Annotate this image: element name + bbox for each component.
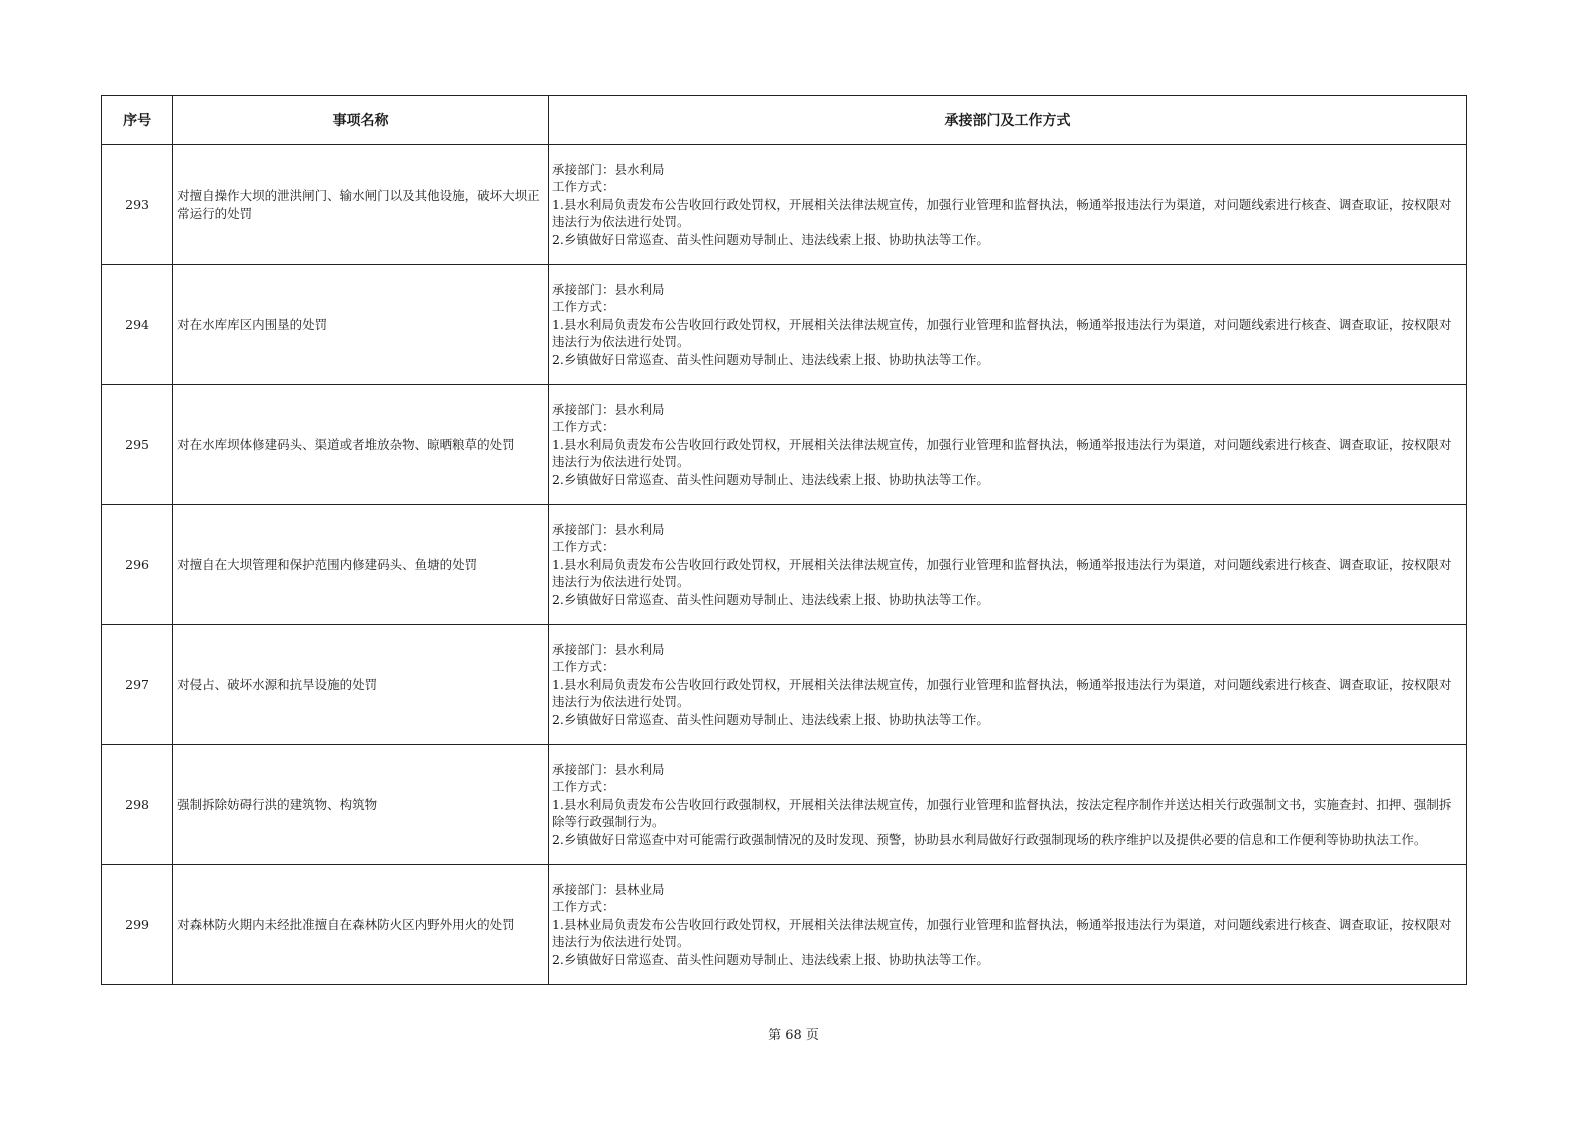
table-row (102, 145, 1467, 265)
row-item-name: 对森林防火期内未经批准擅自在森林防火区内野外用火的处罚 (173, 865, 549, 985)
row-item-name: 对擅自在大坝管理和保护范围内修建码头、鱼塘的处罚 (173, 505, 549, 625)
dept-line-department: 承接部门：县水利局 (551, 641, 665, 657)
table-row (102, 505, 1467, 625)
dept-line-method-label: 工作方式： (551, 299, 615, 315)
dept-line-step-2: 2.乡镇做好日常巡查、苗头性问题劝导制止、违法线索上报、协助执法等工作。 (551, 351, 989, 367)
dept-line-department: 承接部门：县水利局 (551, 401, 665, 417)
dept-line-department: 承接部门：县水利局 (551, 281, 665, 297)
row-department-method (548, 385, 1466, 505)
dept-line-step-2: 2.乡镇做好日常巡查中对可能需行政强制情况的及时发现、预警，协助县水利局做好行政强制现场的秩序维护以及提供必要的信息和工作便利等协助执法工作。 (551, 831, 1427, 847)
items-table (101, 95, 1467, 985)
dept-line-method-label: 工作方式： (551, 179, 615, 195)
dept-line-step-1: 1.县水利局负责发布公告收回行政强制权，开展相关法律法规宣传，加强行业管理和监督执法，按法定程序制作并送达相关行政强制文书，实施查封、扣押、强制拆除等行政强制行为。 (551, 796, 1452, 830)
dept-line-department: 承接部门：县水利局 (551, 161, 665, 177)
row-item-name: 对在水库坝体修建码头、渠道或者堆放杂物、晾晒粮草的处罚 (173, 385, 549, 505)
row-item-name: 对侵占、破坏水源和抗旱设施的处罚 (173, 625, 549, 745)
table-row (102, 385, 1467, 505)
table-header-row (102, 96, 1467, 145)
dept-line-step-1: 1.县水利局负责发布公告收回行政处罚权，开展相关法律法规宣传，加强行业管理和监督执法，畅通举报违法行为渠道，对问题线索进行核查、调查取证，按权限对违法行为依法进行处罚。 (551, 436, 1452, 470)
row-department-method (548, 505, 1466, 625)
row-item-name: 对擅自操作大坝的泄洪闸门、输水闸门以及其他设施，破坏大坝正常运行的处罚 (173, 145, 549, 265)
dept-line-step-2: 2.乡镇做好日常巡查、苗头性问题劝导制止、违法线索上报、协助执法等工作。 (551, 231, 989, 247)
row-department-method (548, 865, 1466, 985)
row-serial-number: 296 (102, 505, 173, 625)
dept-line-department: 承接部门：县林业局 (551, 881, 665, 897)
row-serial-number: 297 (102, 625, 173, 745)
table-row (102, 745, 1467, 865)
table-row (102, 265, 1467, 385)
row-department-method (548, 265, 1466, 385)
row-item-name: 强制拆除妨碍行洪的建筑物、构筑物 (173, 745, 549, 865)
header-department-method: 承接部门及工作方式 (548, 96, 1466, 145)
row-serial-number: 295 (102, 385, 173, 505)
dept-line-step-1: 1.县水利局负责发布公告收回行政处罚权，开展相关法律法规宣传，加强行业管理和监督执法，畅通举报违法行为渠道，对问题线索进行核查、调查取证，按权限对违法行为依法进行处罚。 (551, 556, 1452, 590)
dept-line-department: 承接部门：县水利局 (551, 761, 665, 777)
row-item-name: 对在水库库区内围垦的处罚 (173, 265, 549, 385)
dept-line-method-label: 工作方式： (551, 419, 615, 435)
dept-line-step-1: 1.县水利局负责发布公告收回行政处罚权，开展相关法律法规宣传，加强行业管理和监督执法，畅通举报违法行为渠道，对问题线索进行核查、调查取证，按权限对违法行为依法进行处罚。 (551, 316, 1452, 350)
dept-line-step-2: 2.乡镇做好日常巡查、苗头性问题劝导制止、违法线索上报、协助执法等工作。 (551, 711, 989, 727)
header-item-name: 事项名称 (173, 96, 549, 145)
dept-line-step-1: 1.县水利局负责发布公告收回行政处罚权，开展相关法律法规宣传，加强行业管理和监督执法，畅通举报违法行为渠道，对问题线索进行核查、调查取证，按权限对违法行为依法进行处罚。 (551, 196, 1452, 230)
dept-line-step-1: 1.县林业局负责发布公告收回行政处罚权，开展相关法律法规宣传，加强行业管理和监督执法，畅通举报违法行为渠道，对问题线索进行核查、调查取证，按权限对违法行为依法进行处罚。 (551, 916, 1452, 950)
page-number: 第 68 页 (768, 1028, 819, 1043)
dept-line-step-1: 1.县水利局负责发布公告收回行政处罚权，开展相关法律法规宣传，加强行业管理和监督执法，畅通举报违法行为渠道，对问题线索进行核查、调查取证，按权限对违法行为依法进行处罚。 (551, 676, 1452, 710)
row-department-method (548, 145, 1466, 265)
row-serial-number: 293 (102, 145, 173, 265)
row-serial-number: 299 (102, 865, 173, 985)
table-row (102, 865, 1467, 985)
header-serial-number: 序号 (102, 96, 173, 145)
dept-line-method-label: 工作方式： (551, 659, 615, 675)
row-serial-number: 298 (102, 745, 173, 865)
dept-line-method-label: 工作方式： (551, 899, 615, 915)
dept-line-step-2: 2.乡镇做好日常巡查、苗头性问题劝导制止、违法线索上报、协助执法等工作。 (551, 951, 989, 967)
dept-line-step-2: 2.乡镇做好日常巡查、苗头性问题劝导制止、违法线索上报、协助执法等工作。 (551, 471, 989, 487)
table-row (102, 625, 1467, 745)
dept-line-method-label: 工作方式： (551, 539, 615, 555)
dept-line-step-2: 2.乡镇做好日常巡查、苗头性问题劝导制止、违法线索上报、协助执法等工作。 (551, 591, 989, 607)
row-department-method (548, 625, 1466, 745)
dept-line-department: 承接部门：县水利局 (551, 521, 665, 537)
row-department-method (548, 745, 1466, 865)
dept-line-method-label: 工作方式： (551, 779, 615, 795)
row-serial-number: 294 (102, 265, 173, 385)
